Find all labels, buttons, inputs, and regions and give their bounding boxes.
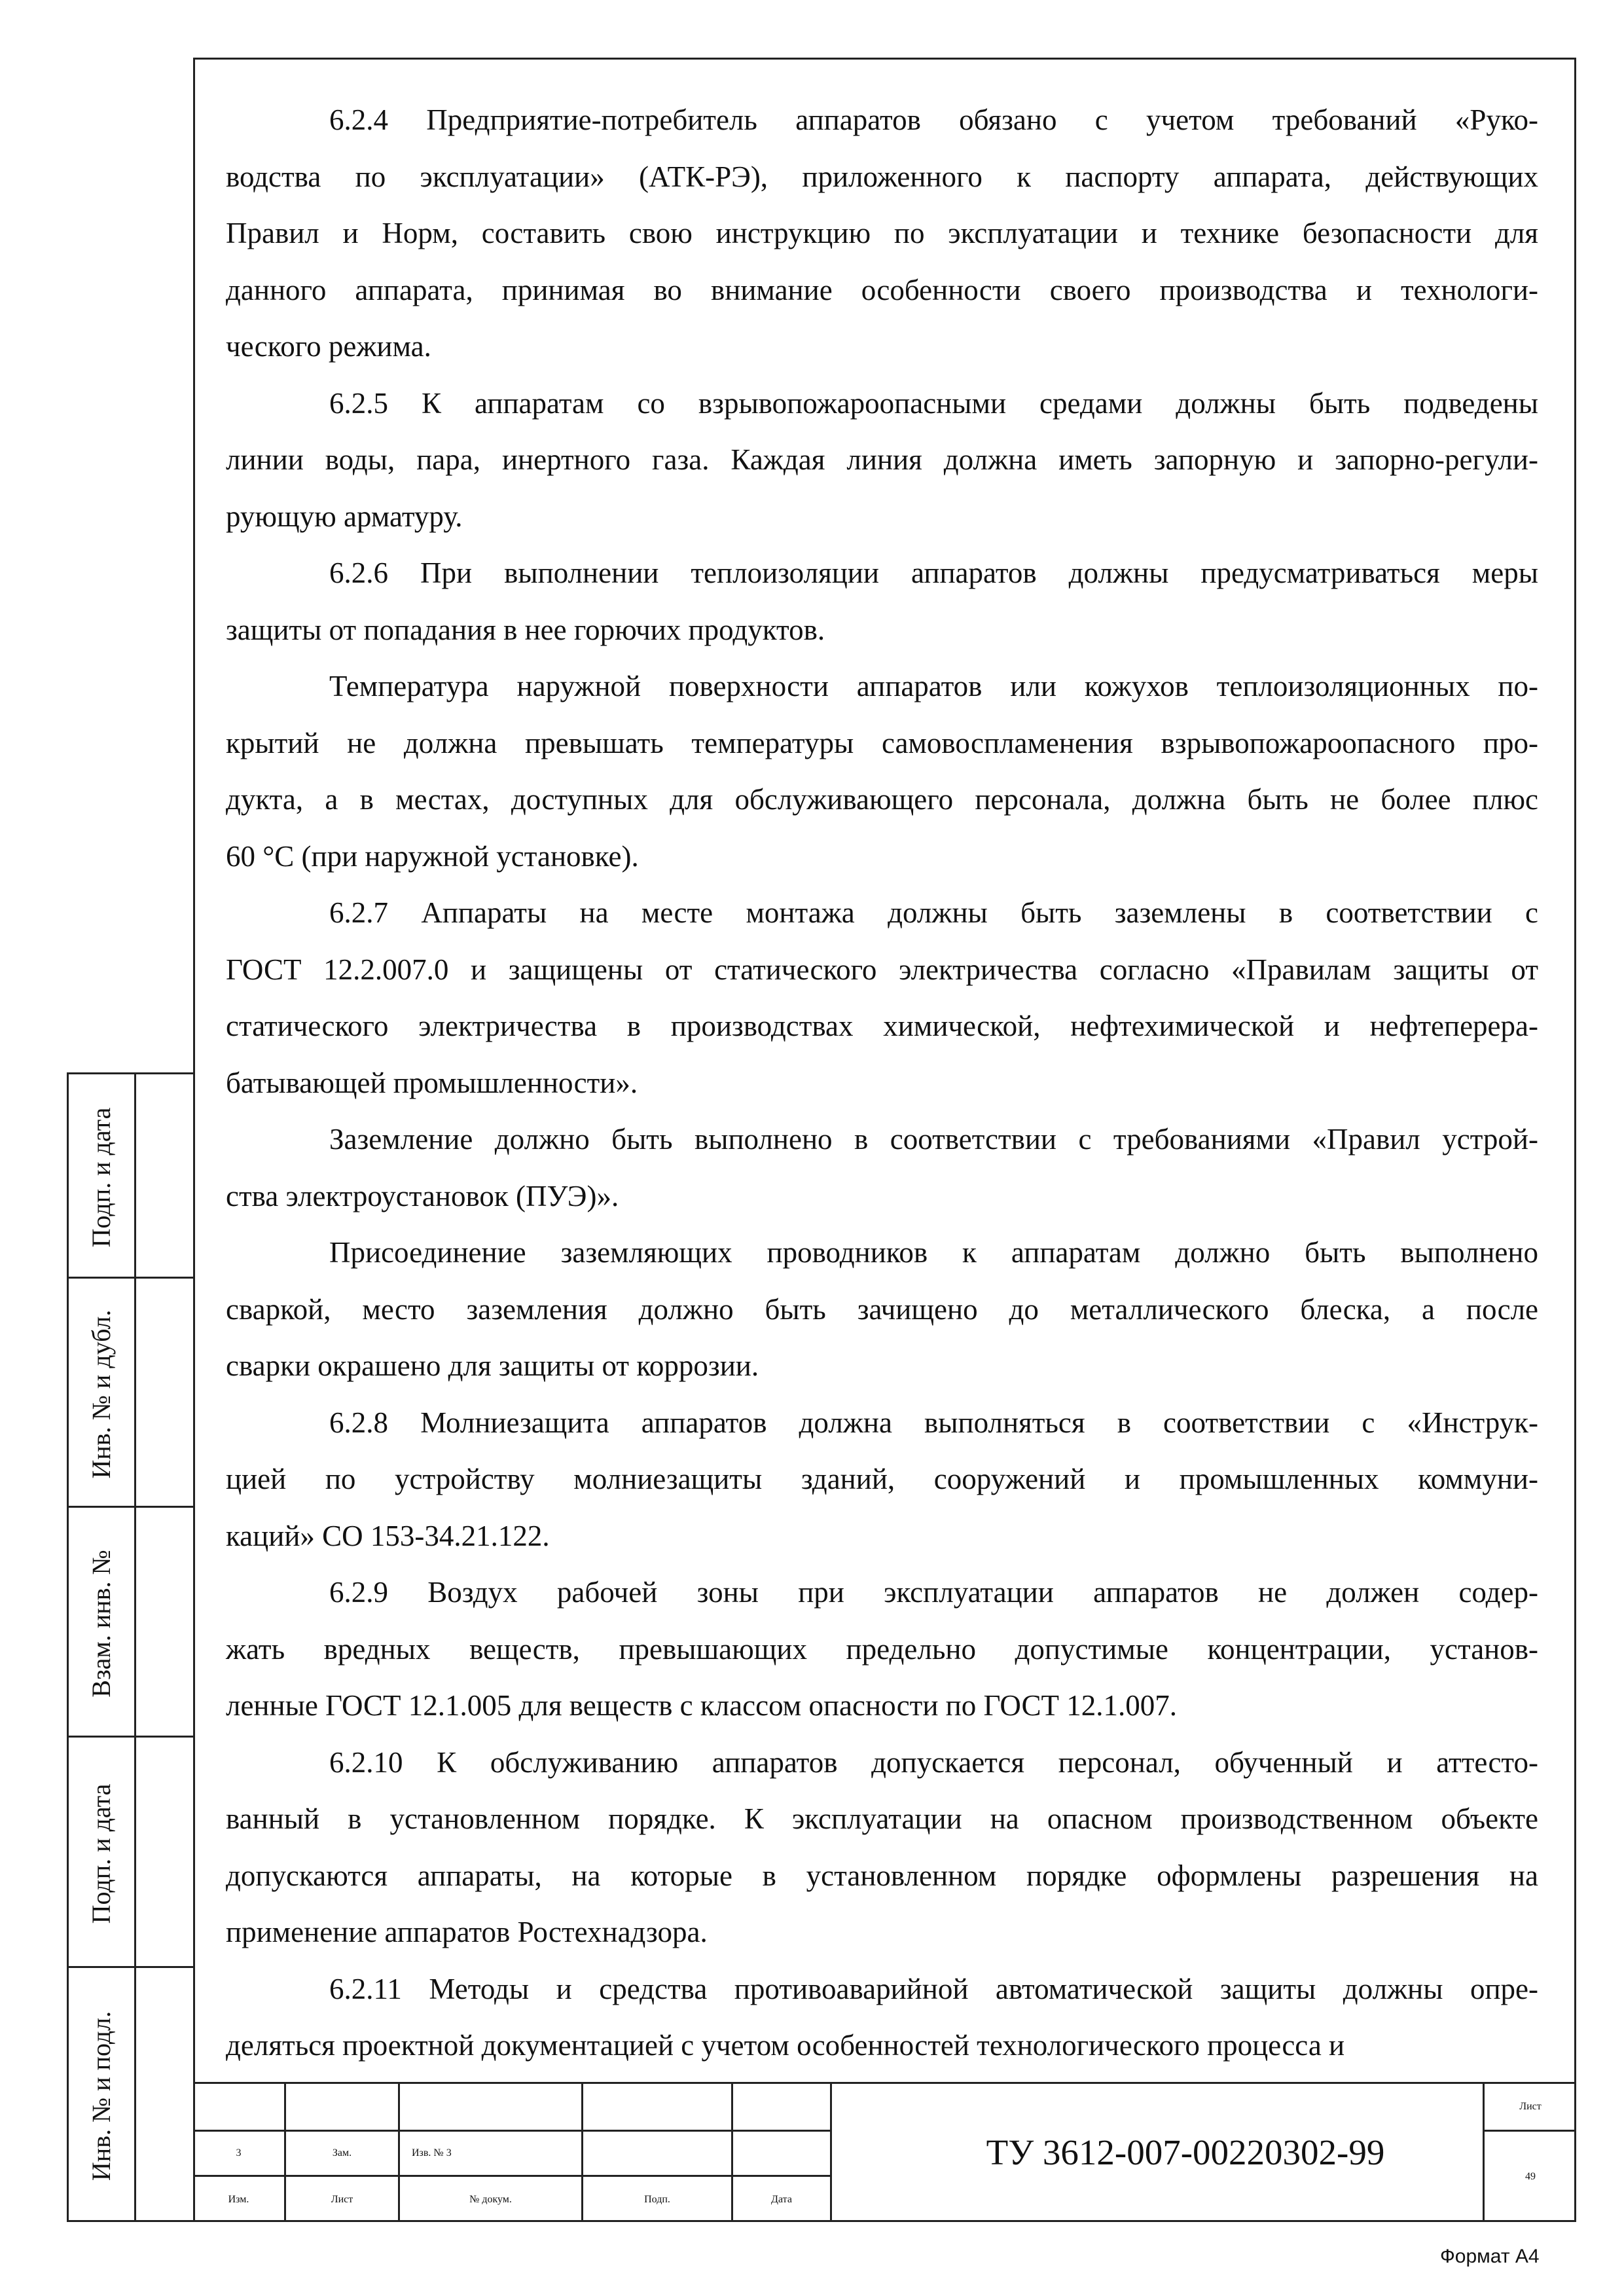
text-line: жать вредных веществ, превышающих предельно допустимые концентрации, установ- <box>226 1632 1538 1666</box>
text-line: 6.2.4 Предприятие-потребитель аппаратов обязано с учетом требований «Руко- <box>329 103 1538 136</box>
text-line: статического электричества в производствах химической, нефтехимической и нефтеперера- <box>226 1010 1538 1042</box>
text-line: защиты от попадания в нее горючих продуктов. <box>226 613 825 646</box>
text-line: дукта, а в местах, доступных для обслуживающего персонала, должна быть не более плюс <box>226 783 1538 816</box>
header-list: Лист <box>284 2175 400 2222</box>
change-izm: 3 <box>193 2130 286 2177</box>
title-block <box>193 2082 1576 2222</box>
header-izm: Изм. <box>193 2175 286 2222</box>
paragraph <box>226 545 1538 658</box>
sheet-label: Лист <box>1483 2082 1576 2132</box>
body-text <box>226 92 1538 2074</box>
side-stamp-column <box>67 1072 193 2222</box>
side-cell-vzam-inv <box>67 1506 193 1738</box>
paragraph <box>226 1961 1538 2074</box>
header-date: Дата <box>731 2175 832 2222</box>
text-line: 6.2.6 При выполнении теплоизоляции аппаратов должны предусматриваться меры <box>329 556 1538 589</box>
text-line: 6.2.10 К обслуживанию аппаратов допускается персонал, обученный и аттесто- <box>329 1745 1538 1779</box>
text-line: ленные ГОСТ 12.1.005 для веществ с классом опасности по ГОСТ 12.1.007. <box>226 1689 1177 1722</box>
side-label: Инв. № и подл. <box>86 2011 116 2181</box>
side-label: Подп. и дата <box>86 1107 116 1248</box>
text-line: ванный в установленном порядке. К эксплуатации на опасном производственном объекте <box>226 1802 1538 1835</box>
text-line: цией по устройству молниезащиты зданий, сооружений и промышленных коммуни- <box>226 1463 1538 1495</box>
paragraph <box>226 1564 1538 1734</box>
paragraph <box>226 1394 1538 1565</box>
text-line: 6.2.11 Методы и средства противоаварийной автоматической защиты должны опре- <box>329 1972 1538 2005</box>
text-line: Правил и Норм, составить свою инструкцию по эксплуатации и технике безопасности для <box>226 217 1538 249</box>
paragraph <box>226 658 1538 884</box>
text-line: Заземление должно быть выполнено в соответствии с требованиями «Правил устрой- <box>329 1123 1538 1156</box>
header-doc-number: № докум. <box>398 2175 583 2222</box>
paragraph <box>226 1734 1538 1961</box>
text-line: каций» СО 153-34.21.122. <box>226 1519 550 1552</box>
text-line: Температура наружной поверхности аппаратов или кожухов теплоизоляционных по- <box>329 670 1538 702</box>
document-code: ТУ 3612-007-00220302-99 <box>986 2132 1385 2172</box>
text-line: 60 °С (при наружной установке). <box>226 839 639 873</box>
text-line: Присоединение заземляющих проводников к аппаратам должно быть выполнено <box>329 1236 1538 1269</box>
side-label: Взам. инв. № <box>86 1550 116 1698</box>
text-line: крытий не должна превышать температуры самовоспламенения взрывопожароопасного про- <box>226 726 1538 759</box>
paragraph <box>226 1224 1538 1394</box>
side-label: Подп. и дата <box>86 1783 116 1924</box>
text-line: данного аппарата, принимая во внимание особенности своего производства и технологи- <box>226 273 1538 306</box>
text-line: 6.2.9 Воздух рабочей зоны при эксплуатации аппаратов не должен содер- <box>329 1576 1538 1609</box>
change-doc: Изв. № 3 <box>398 2130 583 2177</box>
side-cell-sign-date-1 <box>67 1072 193 1279</box>
text-line: 6.2.5 К аппаратам со взрывопожароопасными средами должны быть подведены <box>329 386 1538 420</box>
change-list: Зам. <box>284 2130 400 2177</box>
text-line: 6.2.7 Аппараты на месте монтажа должны быть заземлены в соответствии с <box>329 896 1538 929</box>
header-sign: Подп. <box>581 2175 733 2222</box>
paragraph <box>226 884 1538 1111</box>
paragraph <box>226 92 1538 375</box>
text-line: ства электроустановок (ПУЭ)». <box>226 1179 619 1212</box>
text-line: ческого режима. <box>226 330 431 363</box>
side-cell-sign-date-2 <box>67 1736 193 1968</box>
text-line: батывающей промышленности». <box>226 1066 638 1099</box>
text-line: применение аппаратов Ростехнадзора. <box>226 1916 708 1948</box>
text-line: сварки окрашено для защиты от коррозии. <box>226 1349 759 1382</box>
text-line: допускаются аппараты, на которые в установленном порядке оформлены разрешения на <box>226 1859 1538 1892</box>
text-line: деляться проектной документацией с учетом особенностей технологического процесса и <box>226 2029 1345 2062</box>
side-label: Инв. № и дубл. <box>86 1309 116 1479</box>
side-cell-inv-podl <box>67 1966 193 2222</box>
sheet-number: 49 <box>1483 2130 1576 2222</box>
side-cell-inv-dubl <box>67 1277 193 1508</box>
text-line: рующую арматуру. <box>226 500 463 533</box>
text-line: 6.2.8 Молниезащита аппаратов должна выполняться в соответствии с «Инструк- <box>329 1406 1538 1439</box>
paragraph <box>226 375 1538 545</box>
text-line: сваркой, место заземления должно быть зачищено до металлического блеска, а после <box>226 1292 1538 1326</box>
format-label: Формат А4 <box>1440 2246 1540 2267</box>
text-line: линии воды, пара, инертного газа. Каждая линия должна иметь запорную и запорно-регули- <box>226 443 1538 476</box>
text-line: водства по эксплуатации» (АТК-РЭ), приложенного к паспорту аппарата, действующих <box>226 160 1538 193</box>
paragraph <box>226 1111 1538 1224</box>
text-line: ГОСТ 12.2.007.0 и защищены от статического электричества согласно «Правилам защиты от <box>226 953 1538 986</box>
